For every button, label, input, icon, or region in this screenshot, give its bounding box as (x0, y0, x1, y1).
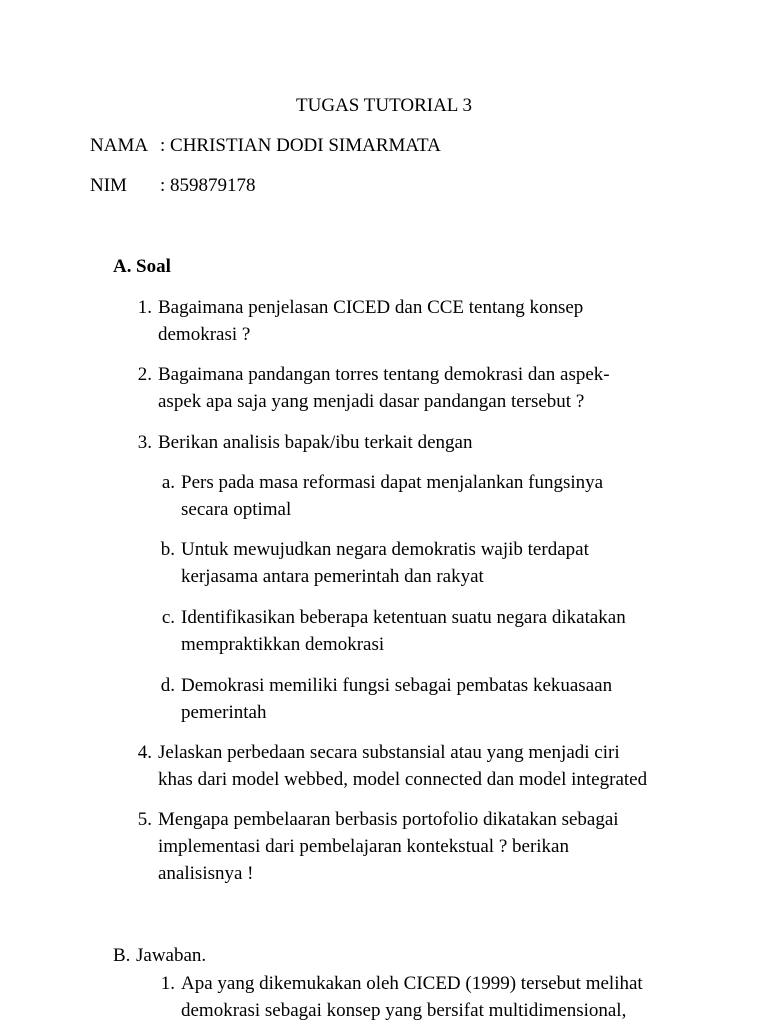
sub-question-line: secara optimal (181, 499, 292, 520)
sub-question-line: mempraktikkan demokrasi (181, 634, 385, 655)
sub-question-item (160, 536, 589, 590)
answer-line: Apa yang dikemukakan oleh CICED (1999) tersebut melihat (181, 973, 643, 994)
sub-question-line: pemerintah (181, 702, 267, 723)
question-line: khas dari model webbed, model connected dan model integrated (158, 769, 648, 790)
question-line: Bagaimana pandangan torres tentang demokrasi dan aspek- (158, 364, 610, 385)
sub-question-item (161, 604, 626, 658)
question-line: Berikan analisis bapak/ibu terkait dengan (158, 432, 473, 453)
name-label: NAMA (90, 135, 149, 156)
sub-question-line: Pers pada masa reformasi dapat menjalankan fungsinya (181, 472, 604, 493)
question-line: demokrasi ? (158, 324, 251, 345)
question-number: 1. (137, 297, 152, 318)
sub-question-item (160, 672, 613, 726)
question-line: Jelaskan perbedaan secara substansial atau yang menjadi ciri (158, 742, 620, 763)
question-line: Mengapa pembelaaran berbasis portofolio dikatakan sebagai (158, 809, 619, 830)
section-b-letter: B. (113, 945, 131, 966)
question-item (137, 294, 584, 348)
sub-question-letter: c. (161, 607, 175, 628)
section-a-heading (113, 253, 171, 280)
sub-question-line: Untuk mewujudkan negara demokratis wajib terdapat (181, 539, 589, 560)
question-line: analisisnya ! (158, 863, 254, 884)
question-number: 2. (137, 364, 152, 385)
section-a-letter: A. (113, 256, 132, 277)
section-b-title: Jawaban. (136, 945, 207, 966)
nim-label: NIM (90, 175, 127, 196)
question-number: 4. (137, 742, 152, 763)
nim-value: : 859879178 (160, 175, 256, 196)
question-line: aspek apa saja yang menjadi dasar pandangan tersebut ? (158, 391, 585, 412)
name-value: : CHRISTIAN DODI SIMARMATA (160, 135, 441, 156)
question-line: implementasi dari pembelajaran kontekstual ? berikan (158, 836, 569, 857)
section-a-title: Soal (136, 256, 171, 277)
document-title: TUGAS TUTORIAL 3 (296, 95, 472, 116)
sub-question-letter: a. (161, 472, 175, 493)
question-item (137, 739, 648, 793)
sub-question-item (161, 469, 604, 523)
sub-question-line: Demokrasi memiliki fungsi sebagai pembatas kekuasaan (181, 675, 613, 696)
answer-line: demokrasi sebagai konsep yang bersifat multidimensional, (181, 1000, 627, 1021)
section-b-heading (113, 942, 206, 969)
sub-question-line: kerjasama antara pemerintah dan rakyat (181, 566, 484, 587)
sub-question-line: Identifikasikan beberapa ketentuan suatu negara dikatakan (181, 607, 626, 628)
question-item (137, 806, 619, 887)
answer-number: 1. (160, 973, 175, 994)
question-item (137, 429, 473, 456)
question-item (137, 361, 610, 415)
question-line: Bagaimana penjelasan CICED dan CCE tentang konsep (158, 297, 584, 318)
sub-question-letter: b. (160, 539, 175, 560)
answer-item (160, 970, 643, 1024)
sub-question-letter: d. (160, 675, 175, 696)
question-number: 5. (137, 809, 152, 830)
question-number: 3. (137, 432, 152, 453)
